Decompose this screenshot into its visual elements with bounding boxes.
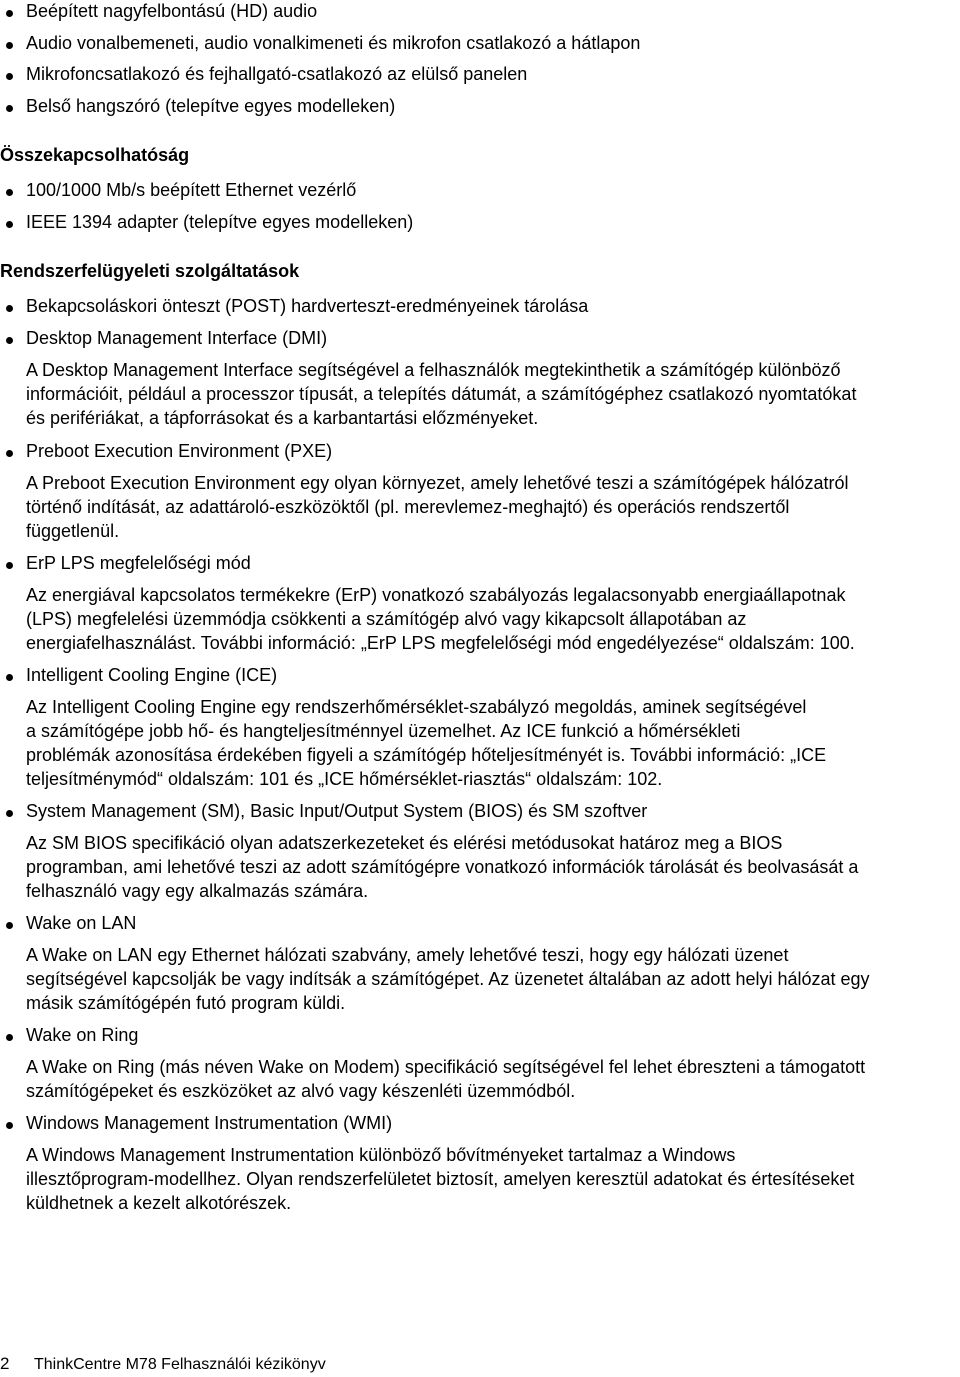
feature-item: Bekapcsoláskori önteszt (POST) hardverteszt-eredményeinek tárolása bbox=[26, 295, 588, 317]
bullet-icon bbox=[6, 305, 13, 312]
bullet-icon bbox=[6, 189, 13, 196]
bullet-icon bbox=[6, 10, 13, 17]
feature-item: ErP LPS megfelelőségi mód bbox=[26, 552, 251, 574]
audio-item: Belső hangszóró (telepítve egyes modelleken) bbox=[26, 95, 395, 117]
feature-description: Az energiával kapcsolatos termékekre (ErP) vonatkozó szabályozás legalacsonyabb energiaállapotnak (LPS) megfelelési üzemmódja csökkenti a számítógép alvó vagy kikapcsolt állapotában az energiafelhasználást. További információ: „ErP LPS megfelelőségi mód engedélyezése“ oldalszám: 100. bbox=[26, 585, 855, 653]
feature-description: A Desktop Management Interface segítségével a felhasználók megtekinthetik a számítógép különböző információit, például a processzor típusát, a telepítés dátumát, a számítógéphez csatlakozó nyomtatókat és perifériákat, a tápforrásokat és a karbantartási előzményeket. bbox=[26, 360, 857, 428]
bullet-icon bbox=[6, 42, 13, 49]
connectivity-item: 100/1000 Mb/s beépített Ethernet vezérlő bbox=[26, 179, 356, 201]
feature-item: Preboot Execution Environment (PXE) bbox=[26, 440, 332, 462]
feature-description: A Wake on LAN egy Ethernet hálózati szabvány, amely lehetővé teszi, hogy egy hálózati üzenet segítségével kapcsolják be vagy indítsák a számítógépet. Az üzenetet általában az adott helyi hálózat egy másik számítógépén futó program küldi. bbox=[26, 945, 870, 1013]
bullet-icon bbox=[6, 337, 13, 344]
page-number: 2 bbox=[0, 1354, 10, 1373]
bullet-icon bbox=[6, 1034, 13, 1041]
feature-description: Az Intelligent Cooling Engine egy rendszerhőmérséklet-szabályzó megoldás, aminek segítségével a számítógépe jobb hő- és hangteljesítménnyel üzemelhet. Az ICE funkció a hőmérsékleti problémák azonosítása érdekében figyeli a számítógép hőteljesítményét is. További információ: „ICE teljesítménymód“ oldalszám: 101 és „ICE hőmérséklet-riasztás“ oldalszám: 102. bbox=[26, 697, 827, 789]
feature-description: A Wake on Ring (más néven Wake on Modem) specifikáció segítségével fel lehet ébreszteni a támogatott számítógépeket és eszközöket az alvó vagy készenléti üzemmódból. bbox=[26, 1057, 866, 1101]
audio-item: Beépített nagyfelbontású (HD) audio bbox=[26, 0, 317, 22]
feature-description: A Preboot Execution Environment egy olyan környezet, amely lehetővé teszi a számítógépek hálózatról történő indítását, az adattároló-eszközöktől (pl. merevlemez-meghajtó) és operációs rendszertől függetlenül. bbox=[26, 473, 849, 541]
feature-item: Windows Management Instrumentation (WMI) bbox=[26, 1112, 392, 1134]
bullet-icon bbox=[6, 73, 13, 80]
feature-item: System Management (SM), Basic Input/Output System (BIOS) és SM szoftver bbox=[26, 800, 647, 822]
section-heading-connectivity: Összekapcsolhatóság bbox=[0, 145, 190, 165]
feature-description: A Windows Management Instrumentation különböző bővítményeket tartalmaz a Windows illesztőprogram-modellhez. Olyan rendszerfelületet biztosít, amelyen keresztül adatokat és értesítéseket küldhetnek a kezelt alkotórészek. bbox=[26, 1145, 855, 1213]
section-heading-system-management: Rendszerfelügyeleti szolgáltatások bbox=[0, 261, 300, 281]
footer-title: ThinkCentre M78 Felhasználói kézikönyv bbox=[34, 1356, 326, 1373]
bullet-icon bbox=[6, 221, 13, 228]
page-footer bbox=[0, 1354, 326, 1375]
feature-description: Az SM BIOS specifikáció olyan adatszerkezeteket és elérési metódusokat határoz meg a BIOS programban, ami lehetővé teszi az adott számítógépre vonatkozó információk tárolását és beolvasását a felhasználó vagy egy alkalmazás számára. bbox=[26, 833, 859, 901]
bullet-icon bbox=[6, 450, 13, 457]
bullet-icon bbox=[6, 1122, 13, 1129]
bullet-icon bbox=[6, 922, 13, 929]
audio-item: Mikrofoncsatlakozó és fejhallgató-csatlakozó az elülső panelen bbox=[26, 63, 527, 85]
feature-item: Wake on LAN bbox=[26, 912, 136, 934]
connectivity-item: IEEE 1394 adapter (telepítve egyes modelleken) bbox=[26, 211, 413, 233]
feature-item: Wake on Ring bbox=[26, 1024, 138, 1046]
feature-item: Intelligent Cooling Engine (ICE) bbox=[26, 664, 277, 686]
bullet-icon bbox=[6, 105, 13, 112]
bullet-icon bbox=[6, 562, 13, 569]
audio-item: Audio vonalbemeneti, audio vonalkimeneti és mikrofon csatlakozó a hátlapon bbox=[26, 32, 640, 54]
bullet-icon bbox=[6, 674, 13, 681]
feature-item: Desktop Management Interface (DMI) bbox=[26, 327, 327, 349]
bullet-icon bbox=[6, 810, 13, 817]
